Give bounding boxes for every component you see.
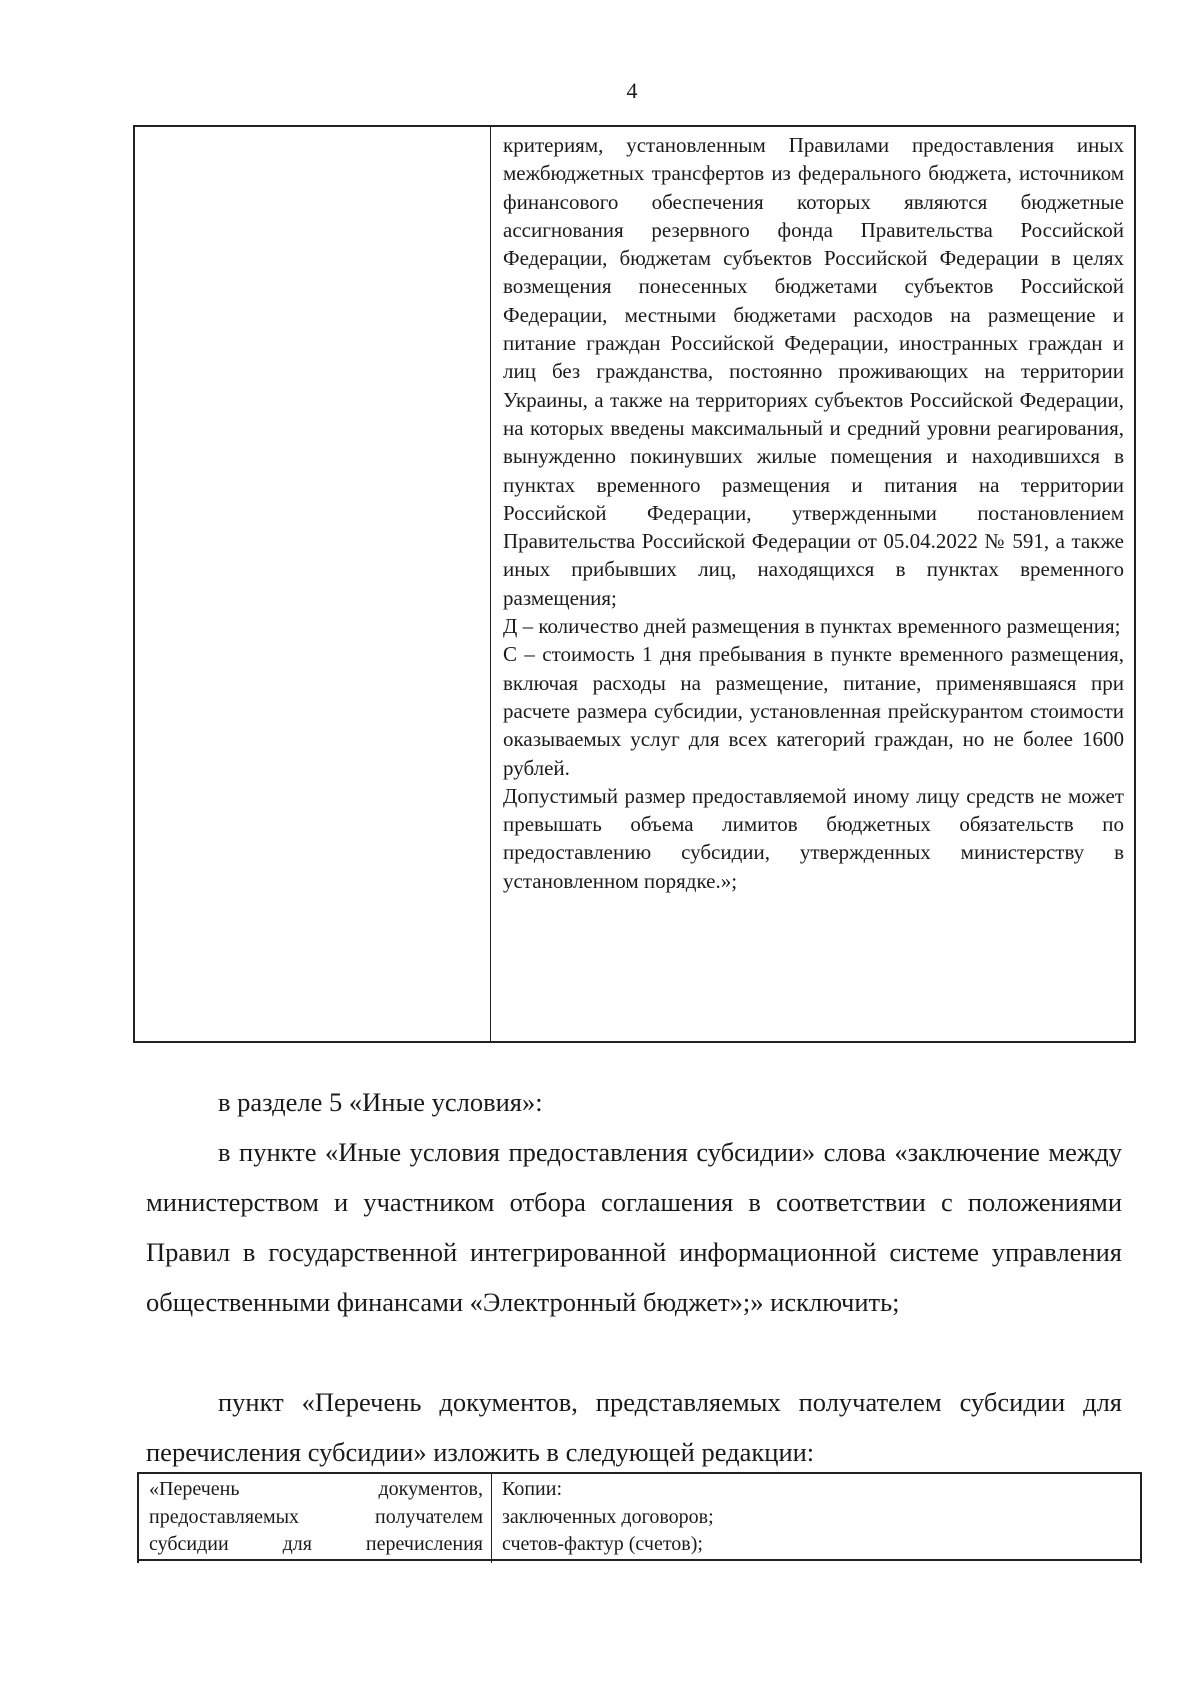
table-bottom-border xyxy=(137,1559,1142,1561)
amendment-table-continued xyxy=(133,125,1136,1043)
table-right-line: счетов-фактур (счетов); xyxy=(502,1533,703,1555)
body-paragraph-other-conditions: в пункте «Иные условия предоставления субсидии» слова «заключение между министерством и участником отбора соглашения в соответствии с положениями Правил в государственной интегрированной информационной системе управления общественными финансами «Электронный бюджет»;» исключить; xyxy=(146,1137,1122,1317)
cost-definition-paragraph: С – стоимость 1 дня пребывания в пункте временного размещения, включая расходы на размещение, питание, применявшаяся при расчете размера субсидии, установленная прейскурантом стоимости оказываемых услуг для всех категорий граждан, но не более 1600 рублей. xyxy=(503,642,1124,780)
section-heading: в разделе 5 «Иные условия»: xyxy=(218,1087,543,1117)
table-left-line: субсидии для перечисления xyxy=(149,1533,483,1555)
table-left-line: «Перечень документов, xyxy=(149,1478,483,1500)
page-number: 4 xyxy=(626,78,638,103)
table-cell-document-copies xyxy=(492,1474,1140,1563)
table-cell-right-text xyxy=(491,127,1134,1041)
days-definition-paragraph: Д – количество дней размещения в пунктах временного размещения; xyxy=(503,614,1121,639)
table-right-line: заключенных договоров; xyxy=(502,1505,714,1528)
limit-paragraph: Допустимый размер предоставляемой иному лицу средств не может превышать объема лимитов бюджетных обязательств по предоставлению субсидии, утвержденных министерству в установленном порядке.»; xyxy=(503,783,1124,893)
table-right-line: Копии: xyxy=(502,1478,563,1500)
table-cell-left-empty xyxy=(135,127,491,1041)
criteria-paragraph: критериям, установленным Правилами предоставления иных межбюджетных трансфертов из федерального бюджета, источником финансового обеспечения которых являются бюджетные ассигнования резервного фонда Правительства Российской Федерации, бюджетам субъектов Российской Федерации в целях возмещения понесенных бюджетами субъектов Российской Федерации, местными бюджетами расходов на размещение и питание граждан Российской Федерации, иностранных граждан и лиц без гражданства, постоянно проживающих на территории Украины, а также на территориях субъектов Российской Федерации, на которых введены максимальный и средний уровни реагирования, вынужденно покинувших жилые помещения и находившихся в пунктах временного размещения и питания на территории Российской Федерации, утвержденными постановлением Правительства Российской Федерации от 05.04.2022 № 591, а также иных прибывших лиц, находящихся в пунктах временного размещения; xyxy=(503,133,1124,610)
table-cell-document-title xyxy=(139,1474,492,1563)
document-list-table xyxy=(137,1472,1142,1563)
body-paragraph-document-list: пункт «Перечень документов, представляемых получателем субсидии для перечисления субсидии» изложить в следующей редакции: xyxy=(146,1387,1122,1467)
table-left-line: предоставляемых получателем xyxy=(149,1505,483,1528)
